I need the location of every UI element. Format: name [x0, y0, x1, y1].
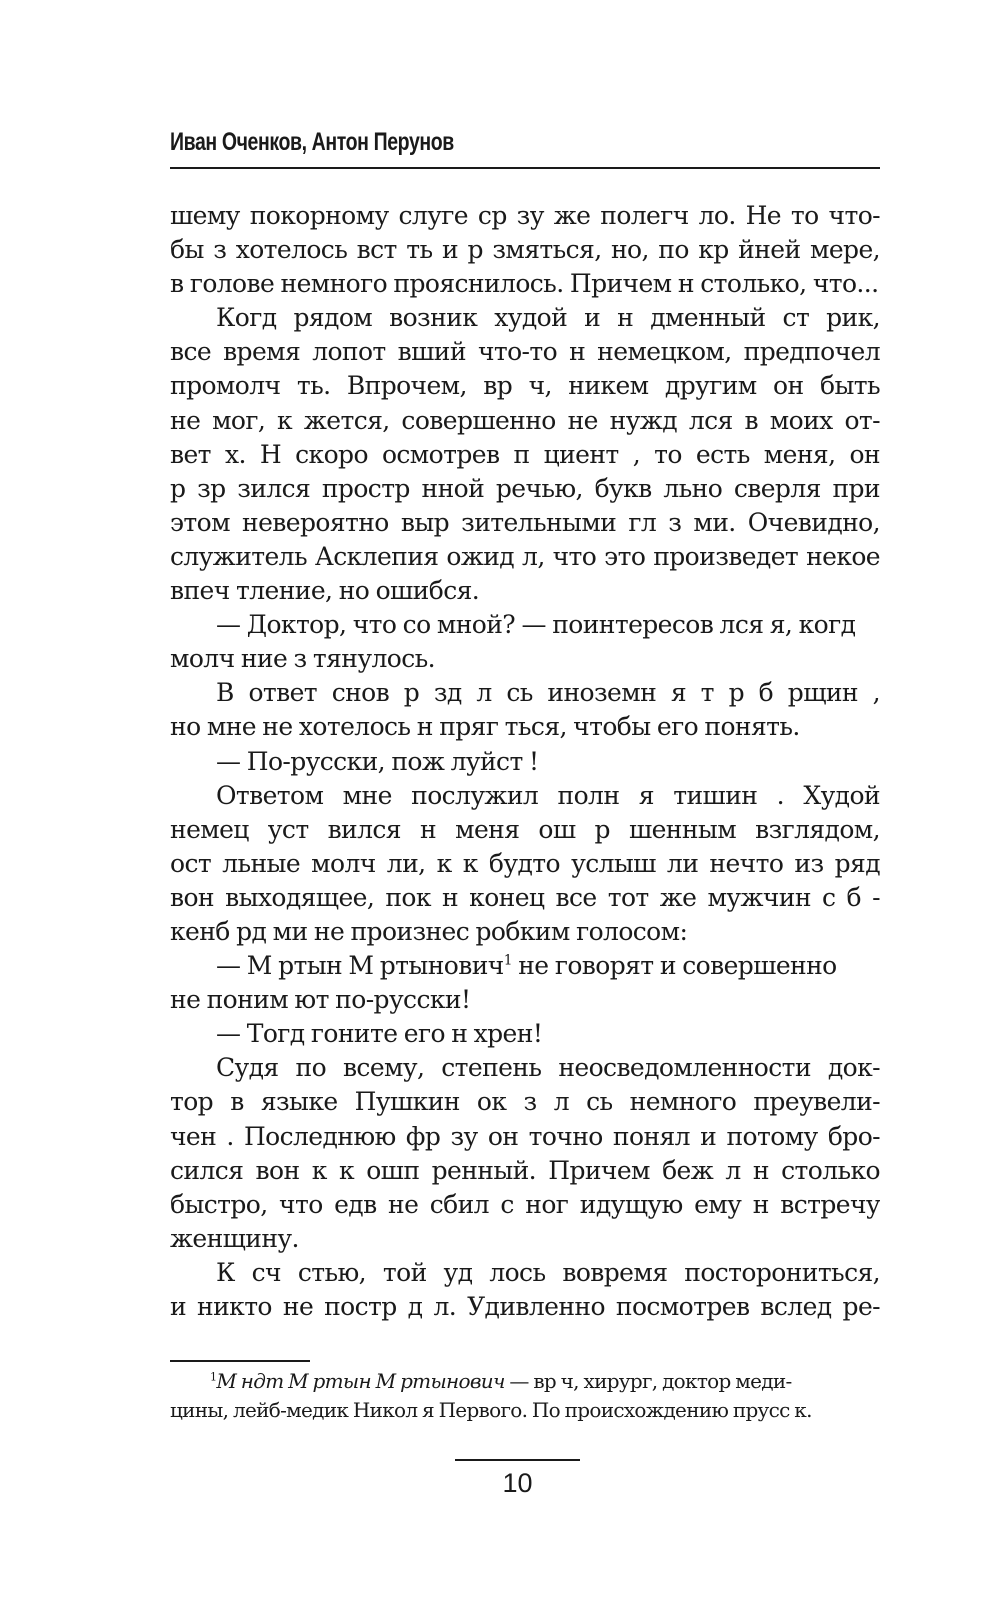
text-line: Когд рядом возник худой и н дменный ст рик, [216, 303, 880, 333]
text-line: и никто не постр д л. Удивленно посмотрев вслед ре- [170, 1292, 880, 1321]
text-line: кенб рд ми не произнес робким голосом: [170, 916, 688, 946]
text-line: этом невероятно выр зительными гл з ми. Очевидно, [170, 507, 880, 537]
text-line: р зр зился простр нной речью, букв льно сверля при [170, 473, 880, 503]
text-line: — Тогд гоните его н хрен! [216, 1019, 543, 1049]
text-line-with-footnote [170, 949, 880, 983]
text-fragment: — М ртын М ртынович [216, 951, 504, 981]
footnote-text: — вр ч, хирург, доктор меди- [504, 1369, 792, 1393]
text-line: не поним ют по-русски! [170, 985, 471, 1015]
footnote-rule [170, 1360, 310, 1362]
text-fragment: не говорят и совершенно [518, 951, 837, 981]
text-line: молч ние з тянулось. [170, 644, 435, 674]
text-line: промолч ть. Впрочем, вр ч, никем другим он быть [170, 371, 880, 401]
text-line: не мог, к жется, совершенно не нужд лся в моих от- [170, 405, 880, 435]
footnote-term: М ндт М ртын М ртынович [216, 1369, 505, 1393]
text-line: быстро, что едв не сбил с ног идущую ему н встречу [170, 1189, 880, 1219]
text-line: но мне не хотелось н пряг ться, чтобы его понять. [170, 712, 800, 742]
header-rule [170, 167, 880, 169]
text-line: сился вон к к ошп ренный. Причем беж л н столько [170, 1155, 880, 1185]
text-line: в голове немного прояснилось. Причем н столько, что... [170, 269, 879, 299]
text-line: чен . Последнюю фр зу он точно понял и потому бро- [170, 1121, 880, 1151]
text-line: бы з хотелось вст ть и р змяться, но, по кр йней мере, [170, 235, 880, 265]
text-line: — Доктор, что со мной? — поинтересов лся я, когд [216, 610, 856, 640]
footnote-line: цины, лейб-медик Никол я Первого. По происхождению прусс к. [170, 1398, 812, 1422]
text-line: впеч тление, но ошибся. [170, 576, 480, 606]
footnote-line [170, 1367, 880, 1396]
page-number-rule [455, 1459, 580, 1461]
text-line: Судя по всему, степень неосведомленности док- [216, 1053, 880, 1083]
text-line: вон выходящее, пок н конец все тот же мужчин с б - [170, 882, 880, 912]
text-line: вет х. Н скоро осмотрев п циент , то есть меня, он [170, 439, 880, 469]
text-line: немец уст вился н меня ош р шенным взглядом, [170, 814, 880, 844]
footnote [170, 1367, 880, 1425]
running-head-title: Иван Оченков, Антон Перунов [170, 128, 454, 156]
text-line: тор в языке Пушкин ок з л сь немного преувели- [170, 1087, 880, 1117]
page-number: 10 [502, 1468, 533, 1498]
footnote-marker: 1 [210, 1370, 217, 1384]
text-line: К сч стью, той уд лось вовремя посторониться, [216, 1257, 880, 1287]
text-line: — По-русски, пож луйст ! [216, 746, 539, 776]
footnote-reference: 1 [503, 952, 512, 969]
text-line: Ответом мне послужил полн я тишин . Худой [216, 780, 880, 810]
body-text [170, 199, 880, 1324]
text-line: шему покорному слуге ср зу же полегч ло. Не то что- [170, 201, 880, 230]
text-line: В ответ снов р зд л сь иноземн я т р б рщин , [216, 678, 880, 708]
text-line: служитель Асклепия ожид л, что это произведет некое [170, 541, 880, 571]
text-line: все время лопот вший что-то н немецком, предпочел [170, 337, 880, 367]
text-line: ост льные молч ли, к к будто услыш ли нечто из ряд [170, 848, 880, 878]
text-line: женщину. [170, 1223, 299, 1253]
